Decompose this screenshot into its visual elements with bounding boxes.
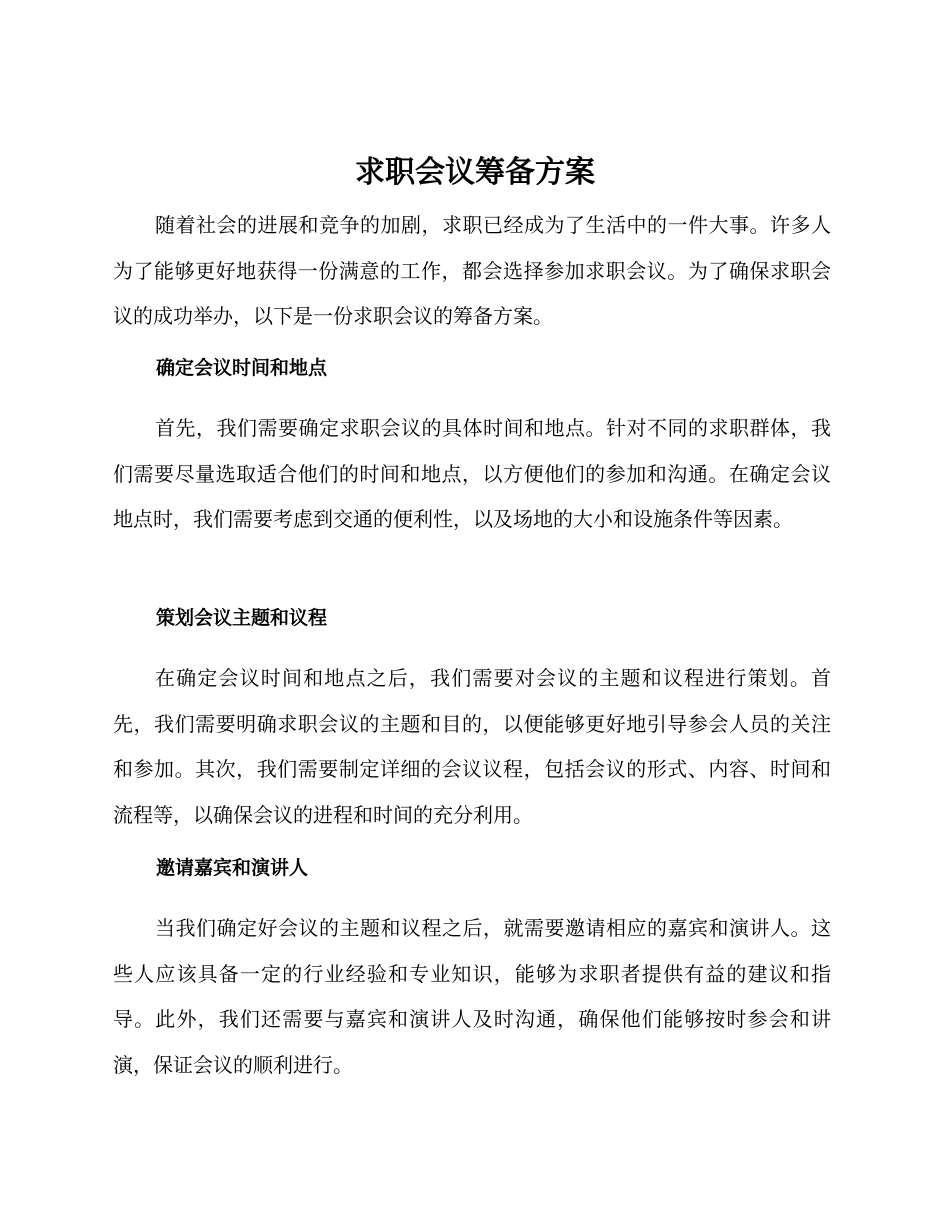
section-body-guests-speakers: 当我们确定好会议的主题和议程之后，就需要邀请相应的嘉宾和演讲人。这些人应该具备一定的行业经验和专业知识，能够为求职者提供有益的建议和指导。此外，我们还需要与嘉宾和演讲人及时沟通，确保他们能够按时参会和讲演，保证会议的顺利进行。 <box>113 916 831 1077</box>
section-body-theme-agenda: 在确定会议时间和地点之后，我们需要对会议的主题和议程进行策划。首先，我们需要明确求职会议的主题和目的，以便能够更好地引导参会人员的关注和参加。其次，我们需要制定详细的会议议程，包括会议的形式、内容、时间和流程等，以确保会议的进程和时间的充分利用。 <box>113 666 831 827</box>
page-title: 求职会议筹备方案 <box>355 155 595 190</box>
intro-paragraph: 随着社会的进展和竞争的加剧，求职已经成为了生活中的一件大事。许多人为了能够更好地获得一份满意的工作，都会选择参加求职会议。为了确保求职会议的成功举办，以下是一份求职会议的筹备方案。 <box>113 213 831 328</box>
section-body-venue-time: 首先，我们需要确定求职会议的具体时间和地点。针对不同的求职群体，我们需要尽量选取适合他们的时间和地点，以方便他们的参加和沟通。在确定会议地点时，我们需要考虑到交通的便利性，以及场地的大小和设施条件等因素。 <box>113 416 831 531</box>
section-heading-guests-speakers: 邀请嘉宾和演讲人 <box>156 857 309 879</box>
section-heading-venue-time: 确定会议时间和地点 <box>156 357 328 379</box>
section-heading-theme-agenda: 策划会议主题和议程 <box>156 607 328 629</box>
